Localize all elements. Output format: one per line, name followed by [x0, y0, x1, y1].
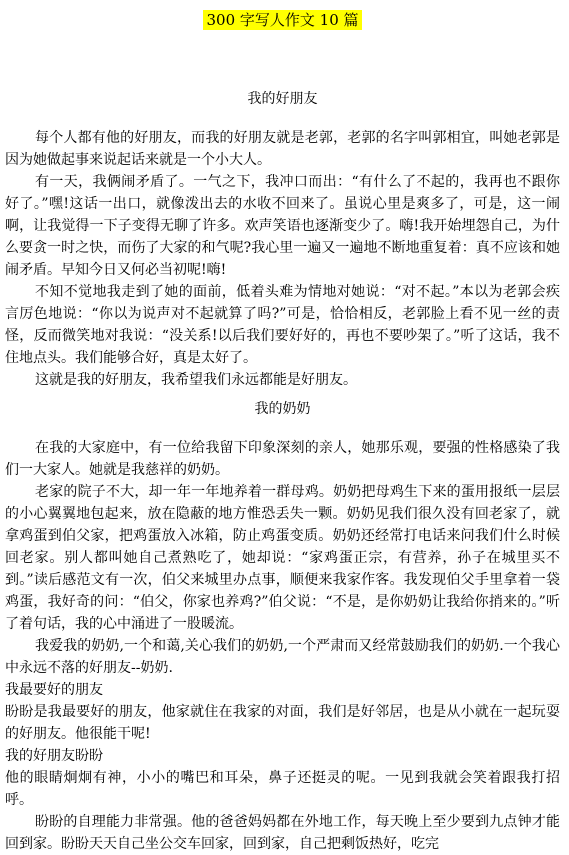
paragraph: 我爱我的奶奶,一个和蔼,关心我们的奶奶,一个严肃而又经常鼓励我们的奶奶.一个我心中永远不落的好朋友--奶奶. — [5, 638, 560, 676]
subheading-my-friend-panpan: 我的好朋友盼盼 — [5, 748, 103, 764]
section-heading-grandma: 我的奶奶 — [254, 401, 311, 417]
subheading-best-friend: 我最要好的朋友 — [5, 682, 103, 698]
section-heading-good-friend: 我的好朋友 — [247, 91, 318, 107]
paragraph: 盼盼的自理能力非常强。他的爸爸妈妈都在外地工作，每天晚上至少要到九点钟才能回到家。盼盼天天自己坐公交车回家，回到家，自己把剩饭热好，吃完 — [5, 814, 560, 852]
paragraph: 老家的院子不大，却一年一年地养着一群母鸡。奶奶把母鸡生下来的蛋用报纸一层层的小心翼翼地包起来，放在隐蔽的地方惟恐丢失一颗。奶奶见我们很久没有回老家了，就拿鸡蛋到伯父家，把鸡蛋放入冰箱，防止鸡蛋变质。奶奶还经常打电话来问我们什么时候回老家。别人都叫她自己煮熟吃了，她却说：“家鸡蛋正宗，有营养，孙子在城里买不到。”读后感范文有一次，伯父来城里办点事，顺便来我家作客。我发现伯父手里拿着一袋鸡蛋，我好奇的问：“伯父，你家也养鸡?”伯父说：“不是，是你奶奶让我给你捎来的。”听了着句话，我的心中涌进了一股暖流。 — [5, 484, 560, 632]
document-header — [5, 0, 560, 34]
paragraph: 盼盼是我最要好的朋友，他家就住在我家的对面，我们是好邻居，也是从小就在一起玩耍的好朋友。他很能干呢! — [5, 704, 560, 742]
paragraph: 每个人都有他的好朋友，而我的好朋友就是老郭，老郭的名字叫郭相宜，叫她老郭是因为她做起事来说起话来就是一个小大人。 — [5, 130, 560, 168]
paragraph: 有一天，我俩闹矛盾了。一气之下，我冲口而出：“有什么了不起的，我再也不跟你好了。”嘿!这话一出口，就像泼出去的水收不回来了。虽说心里是爽多了，可是，这一闹啊，让我觉得一下子变得无聊了许多。欢声笑语也逐渐变少了。嗨!我开始埋怨自己，为什么要贪一时之快，而伤了大家的和气呢?我心里一遍又一遍地不断地重复着：真不应该和她闹矛盾。早知今日又何必当初呢!嗨! — [5, 174, 560, 278]
paragraph: 在我的大家庭中，有一位给我留下印象深刻的亲人，她那乐观，要强的性格感染了我们一大家人。她就是我慈祥的奶奶。 — [5, 440, 560, 478]
paragraph: 不知不觉地我走到了她的面前，低着头难为情地对她说：“对不起。”本以为老郭会疾言厉色地说：“你以为说声对不起就算了吗?”可是，恰恰相反，老郭脸上看不见一丝的责怪，反而微笑地对我说：“没关系!以后我们要好好的，再也不要吵架了。”听了这话，我不住地点头。我们能够合好，真是太好了。 — [5, 284, 560, 366]
document-title: 300 字写人作文 10 篇 — [203, 10, 361, 30]
paragraph: 这就是我的好朋友，我希望我们永远都能是好朋友。 — [35, 372, 357, 388]
paragraph: 他的眼睛炯炯有神，小小的嘴巴和耳朵，鼻子还挺灵的呢。一见到我就会笑着跟我打招呼。 — [5, 770, 560, 808]
